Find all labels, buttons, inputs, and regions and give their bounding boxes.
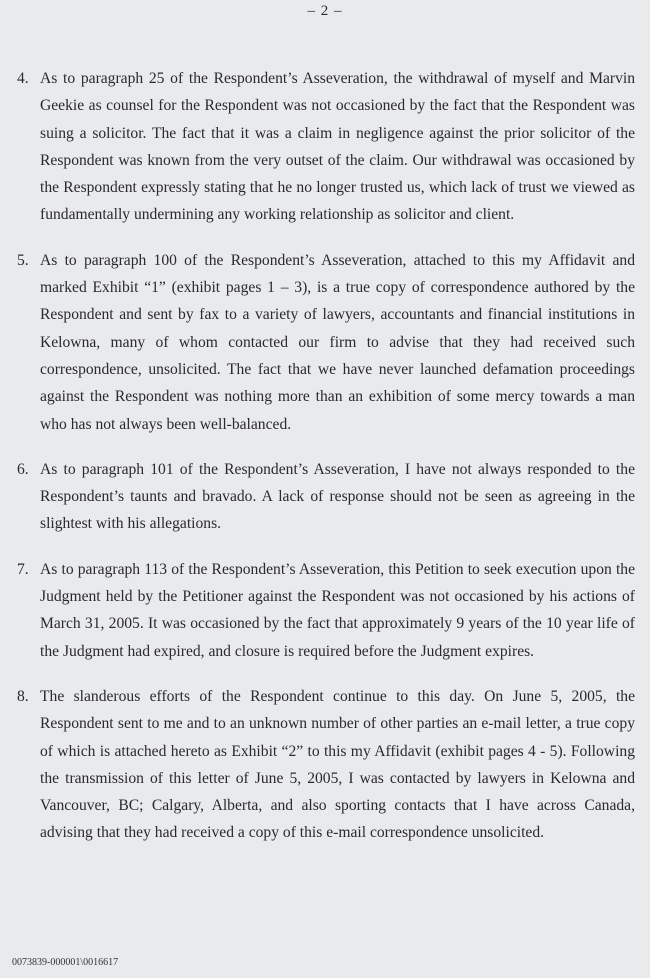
paragraph-4 (0, 65, 650, 229)
paragraph-number: 8. (17, 687, 29, 705)
paragraph-text: As to paragraph 113 of the Respondent’s Asseveration, this Petition to seek execution upon the Judgment held by the Petitioner against the Respondent was not occasioned by his actions of March 31, 2005. It was occasioned by the fact that approximately 9 years of the 10 year life of the Judgment had expired, and closure is required before the Judgment expires. (40, 560, 635, 660)
paragraph-text: As to paragraph 101 of the Respondent’s Asseveration, I have not always responded to the Respondent’s taunts and bravado. A lack of response should not be seen as agreeing in the slightest with his allegations. (40, 460, 635, 533)
paragraph-number: 7. (17, 560, 29, 578)
paragraph-number: 5. (17, 251, 29, 269)
paragraph-5 (0, 247, 650, 438)
paragraph-number: 6. (17, 460, 29, 478)
paragraph-8 (0, 683, 650, 847)
page-number: – 2 – (307, 3, 343, 19)
affidavit-body (0, 65, 650, 865)
document-reference-number: 0073839-000001\0016617 (12, 957, 119, 968)
paragraph-text: As to paragraph 25 of the Respondent’s Asseveration, the withdrawal of myself and Marvin Geekie as counsel for the Respondent was not occasioned by the fact that the Respondent was suing a solicitor. The fact that it was a claim in negligence against the prior solicitor of the Respondent was known from the very outset of the claim. Our withdrawal was occasioned by the Respondent expressly stating that he no longer trusted us, which lack of trust we viewed as fundamentally undermining any working relationship as solicitor and client. (40, 70, 635, 224)
paragraph-number: 4. (17, 70, 29, 87)
paragraph-text: The slanderous efforts of the Respondent continue to this day. On June 5, 2005, the Respondent sent to me and to an unknown number of other parties an e-mail letter, a true copy of which is attached hereto as Exhibit “2” to this my Affidavit (exhibit pages 4 - 5). Following the transmission of this letter of June 5, 2005, I was contacted by lawyers in Kelowna and Vancouver, BC; Calgary, Alberta, and also sporting contacts that I have across Canada, advising that they had received a copy of this e-mail correspondence unsolicited. (40, 687, 635, 842)
paragraph-text: As to paragraph 100 of the Respondent’s Asseveration, attached to this my Affidavit and marked Exhibit “1” (exhibit pages 1 – 3), is a true copy of correspondence authored by the Respondent and sent by fax to a variety of lawyers, accountants and financial institutions in Kelowna, many of whom contacted our firm to advise that they had received such correspondence, unsolicited. The fact that we have never launched defamation proceedings against the Respondent was nothing more than an exhibition of some mercy towards a man who has not always been well-balanced. (40, 251, 635, 433)
paragraph-7 (0, 556, 650, 665)
paragraph-6 (0, 456, 650, 538)
